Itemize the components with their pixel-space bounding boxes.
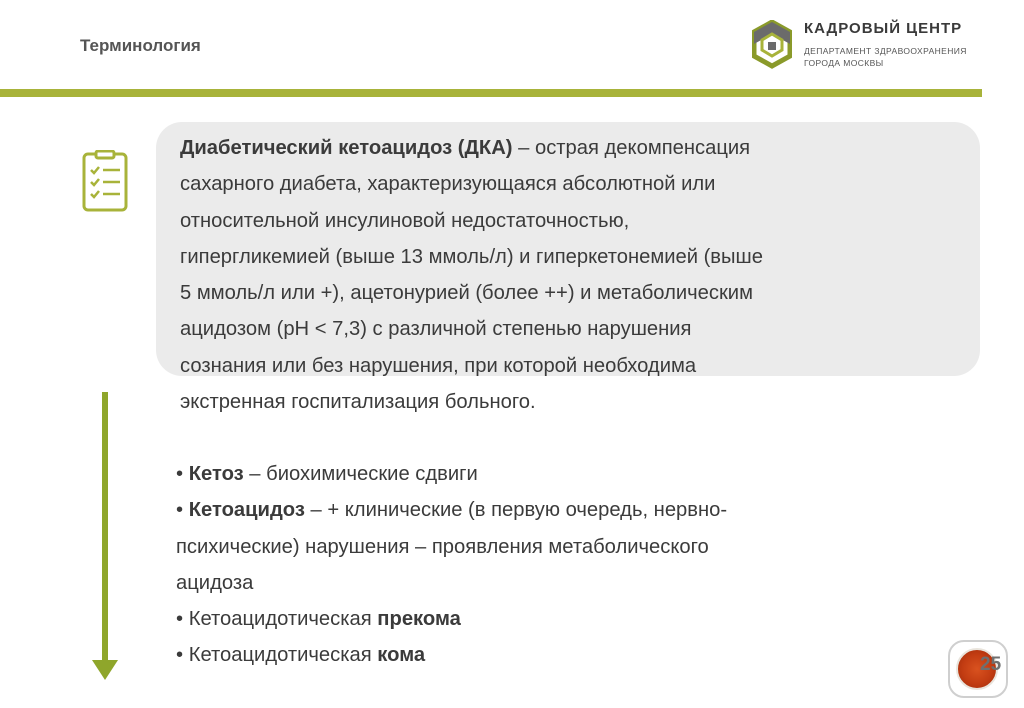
- logo: [752, 20, 992, 76]
- hexagon-logo-icon: [752, 20, 792, 72]
- bullet-strong: Кетоацидоз: [188, 499, 305, 522]
- logo-subtitle-line2: ГОРОДА МОСКВЫ: [804, 58, 884, 68]
- list-item: [176, 492, 956, 528]
- page-number-badge: [948, 640, 1008, 698]
- bullet-text: Кетоацидотическая: [188, 644, 378, 667]
- bullet-text: – биохимические сдвиги: [243, 463, 478, 485]
- bullet-strong: прекома: [377, 608, 461, 631]
- definition-line-7: сознания или без нарушения, при которой необходима: [180, 354, 697, 377]
- bullet-list: [176, 456, 956, 674]
- definition-line-6: ацидозом (pH < 7,3) с различной степенью нарушения: [180, 318, 692, 341]
- definition-line-2: сахарного диабета, характеризующаяся абсолютной или: [180, 173, 716, 196]
- header-divider: [0, 89, 982, 97]
- bullet-marker: •: [176, 644, 184, 667]
- definition-line-3: относительной инсулиновой недостаточностью,: [180, 209, 630, 232]
- definition-line-5: 5 ммоль/л или +), ацетонурией (более ++) и метаболическим: [180, 282, 753, 305]
- definition-line-4: гипергликемией (выше 13 ммоль/л) и гиперкетонемией (выше: [180, 245, 763, 268]
- definition-line-1-rest: – острая декомпенсация: [512, 137, 751, 159]
- definition-term: Диабетический кетоацидоз (ДКА): [180, 137, 513, 159]
- list-item: [176, 637, 956, 673]
- page-number: 25: [980, 654, 1002, 675]
- page-title: Терминология: [80, 36, 201, 55]
- list-item: [176, 456, 956, 492]
- bullet-text: – + клинические (в первую очередь, нервно-: [304, 499, 728, 522]
- list-item-continuation: ацидоза: [176, 571, 254, 594]
- definition-line-1: [180, 130, 970, 166]
- list-item-continuation: психические) нарушения – проявления метаболического: [176, 535, 709, 558]
- bullet-marker: •: [176, 608, 184, 631]
- bullet-marker: •: [176, 463, 184, 485]
- logo-name: КАДРОВЫЙ ЦЕНТР: [804, 20, 963, 37]
- definition-text: [180, 130, 970, 420]
- logo-subtitle-line1: ДЕПАРТАМЕНТ ЗДРАВООХРАНЕНИЯ: [804, 46, 967, 56]
- definition-line-8: экстренная госпитализация больного.: [180, 391, 536, 414]
- bullet-strong: кома: [377, 644, 426, 667]
- bullet-text: Кетоацидотическая: [188, 608, 378, 631]
- down-arrow-icon: [92, 392, 118, 680]
- bullet-marker: •: [176, 499, 184, 522]
- list-item: [176, 601, 956, 637]
- bullet-strong: Кетоз: [188, 463, 244, 485]
- checklist-icon: [82, 150, 128, 212]
